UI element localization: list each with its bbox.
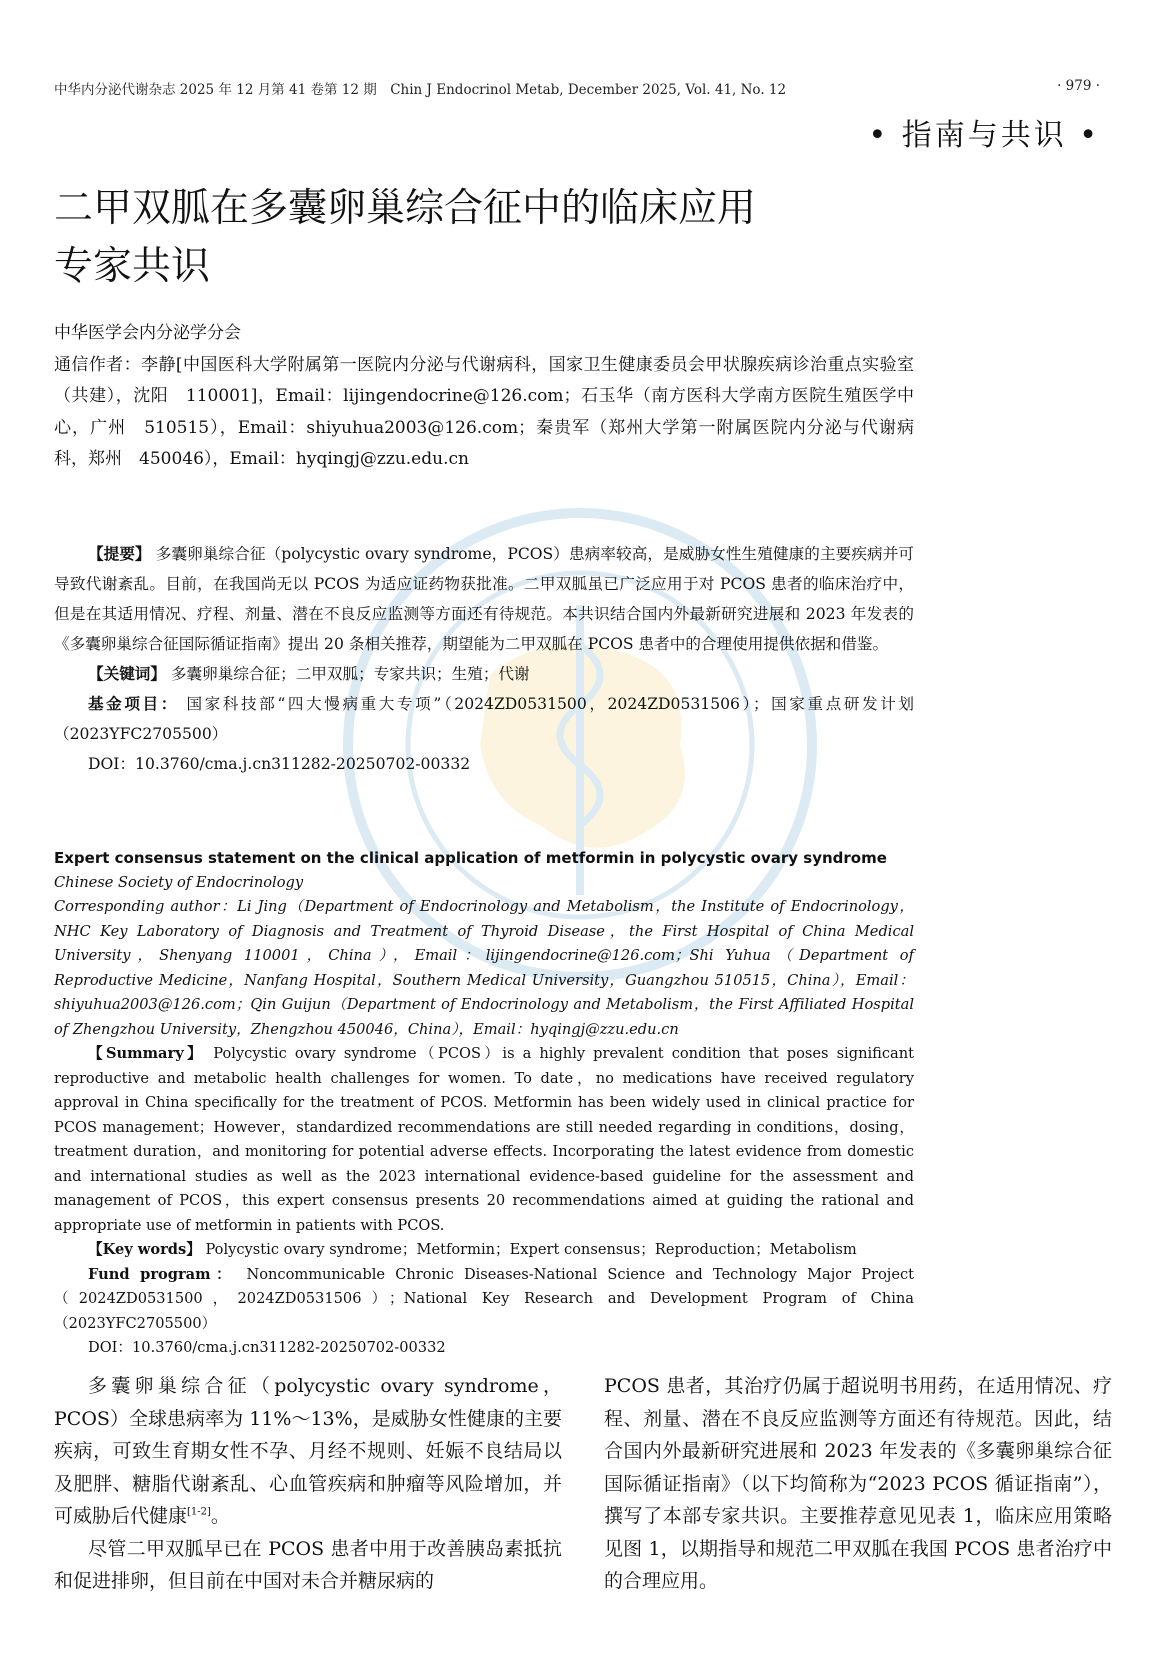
running-head bbox=[54, 78, 1100, 98]
summary-text-cn: 多囊卵巢综合征（polycystic ovary syndrome，PCOS）患病率较高，是威胁女性生殖健康的主要疾病并可导致代谢紊乱。目前，在我国尚无以 PCOS 为适应证药物获批准。二甲双胍虽已广泛应用于对 PCOS 患者的临床治疗中，但是在其适用情况、疗程、剂量、潜在不良反应监测等方面还有待规范。本共识结合国内外最新研究进展和 2023 年发表的《多囊卵巢综合征国际循证指南》提出 20 条相关推荐，期望能为二甲双胍在 PCOS 患者中的合理使用提供依据和借鉴。 bbox=[54, 545, 914, 653]
keywords-label-cn: 【关键词】 bbox=[88, 665, 166, 683]
abstract-english bbox=[54, 846, 914, 1361]
english-fund bbox=[54, 1263, 914, 1337]
page-number: · 979 · bbox=[1057, 78, 1100, 94]
body-column-right bbox=[604, 1370, 1112, 1598]
keywords-label-en: 【Key words】 bbox=[88, 1241, 201, 1258]
section-tag: • 指南与共识 • bbox=[868, 118, 1100, 153]
corresponding-authors: 通信作者：李静[中国医科大学附属第一医院内分泌与代谢病科，国家卫生健康委员会甲状腺疾病诊治重点实验室（共建），沈阳 110001]，Email：lijingendocrine@126.com；石玉华（南方医科大学南方医院生殖医学中心，广州 510515），Email：shiyuhua2003@126.com；秦贵军（郑州大学第一附属医院内分泌与代谢病科，郑州 450046），Email：hyqingj@zzu.edu.cn bbox=[54, 354, 914, 469]
english-summary bbox=[54, 1042, 914, 1238]
abstract-chinese bbox=[54, 539, 914, 779]
body-paragraph: PCOS 患者，其治疗仍属于超说明书用药，在适用情况、疗程、剂量、潜在不良反应监测等方面还有待规范。因此，结合国内外最新研究进展和 2023 年发表的《多囊卵巢综合征国际循证指南》（以下均简称为“2023 PCOS 循证指南”），撰写了本部专家共识。主要推荐意见见表 1，临床应用策略见图 1，以期指导和规范二甲双胍在我国 PCOS 患者治疗中的合理应用。 bbox=[604, 1375, 1112, 1592]
citation-ref: [1-2] bbox=[187, 1506, 211, 1518]
summary-label-en: 【Summary】 bbox=[88, 1045, 206, 1062]
abstract-cn-summary bbox=[54, 539, 914, 659]
fund-label-cn: 基金项目： bbox=[88, 695, 179, 713]
english-corresponding: Corresponding author：Li Jing（Department of Endocrinology and Metabolism，the Institute of Endocrinology，NHC Key Laboratory of Diagnosis and Treatment of Thyroid Disease，the First Hospital of China Medical University，Shenyang 110001，China），Email：lijingendocrine@126.com；Shi Yuhua（Department of Reproductive Medicine，Nanfang Hospital，Southern Medical University，Guangzhou 510515，China），Email：shiyuhua2003@126.com；Qin Guijun（Department of Endocrinology and Metabolism，the First Affiliated Hospital of Zhengzhou University，Zhengzhou 450046，China），Email：hyqingj@zzu.edu.cn bbox=[54, 898, 914, 1038]
english-keywords bbox=[54, 1238, 914, 1263]
doi-cn: DOI：10.3760/cma.j.cn311282-20250702-00332 bbox=[88, 755, 471, 773]
summary-text-en: Polycystic ovary syndrome（PCOS）is a highly prevalent condition that poses significant reproductive and metabolic health challenges for women. To date，no medications have received regulatory approval in China specifically for the treatment of PCOS. Metformin has been widely used in clinical practice for PCOS management；However，standardized recommendations are still needed regarding in conditions，dosing，treatment duration，and monitoring for potential adverse effects. Incorporating the latest evidence from domestic and international studies as well as the 2023 international evidence-based guideline for the assessment and management of PCOS，this expert consensus presents 20 recommendations aimed at guiding the rational and appropriate use of metformin in patients with PCOS. bbox=[54, 1045, 915, 1234]
title-line-1: 二甲双胍在多囊卵巢综合征中的临床应用 bbox=[54, 186, 757, 231]
body-column-left bbox=[54, 1370, 562, 1598]
abstract-cn-fund bbox=[54, 689, 914, 749]
keywords-text-cn: 多囊卵巢综合征；二甲双胍；专家共识；生殖；代谢 bbox=[170, 665, 530, 683]
author-society: 中华医学会内分泌学分会 bbox=[54, 323, 241, 343]
body-paragraph bbox=[54, 1370, 562, 1533]
title-line-2: 专家共识 bbox=[54, 244, 211, 289]
fund-label-en: Fund program： bbox=[88, 1265, 237, 1283]
body-text-end: 。 bbox=[210, 1505, 230, 1527]
fund-text-cn: 国家科技部“四大慢病重大专项”（2024ZD0531500，2024ZD0531506）；国家重点研发计划（2023YFC2705500） bbox=[54, 695, 914, 743]
author-block bbox=[54, 318, 914, 476]
summary-label-cn: 【提要】 bbox=[88, 545, 151, 563]
body-paragraph: 尽管二甲双胍早已在 PCOS 患者中用于改善胰岛素抵抗和促进排卵，但目前在中国对未合并糖尿病的 bbox=[54, 1537, 562, 1592]
abstract-cn-keywords bbox=[54, 659, 914, 689]
article-title bbox=[54, 180, 914, 296]
keywords-text-en: Polycystic ovary syndrome；Metformin；Expert consensus；Reproduction；Metabolism bbox=[205, 1241, 857, 1258]
english-title: Expert consensus statement on the clinical application of metformin in polycystic ovary syndrome bbox=[54, 849, 887, 867]
fund-text-en: Noncommunicable Chronic Diseases-National Science and Technology Major Project（2024ZD0531500，2024ZD0531506）；National Key Research and Development Program of China（2023YFC2705500） bbox=[54, 1265, 915, 1332]
journal-info: 中华内分泌代谢杂志 2025 年 12 月第 41 卷第 12 期 Chin J Endocrinol Metab, December 2025, Vol. 41, No. 12 bbox=[54, 82, 787, 98]
body-text: 多囊卵巢综合征（polycystic ovary syndrome，PCOS）全球患病率为 11%～13%，是威胁女性健康的主要疾病，可致生育期女性不孕、月经不规则、妊娠不良结局以及肥胖、糖脂代谢紊乱、心血管疾病和肿瘤等风险增加，并可威胁后代健康 bbox=[54, 1375, 562, 1527]
doi-en: DOI：10.3760/cma.j.cn311282-20250702-00332 bbox=[88, 1339, 446, 1356]
english-society: Chinese Society of Endocrinology bbox=[54, 873, 304, 891]
